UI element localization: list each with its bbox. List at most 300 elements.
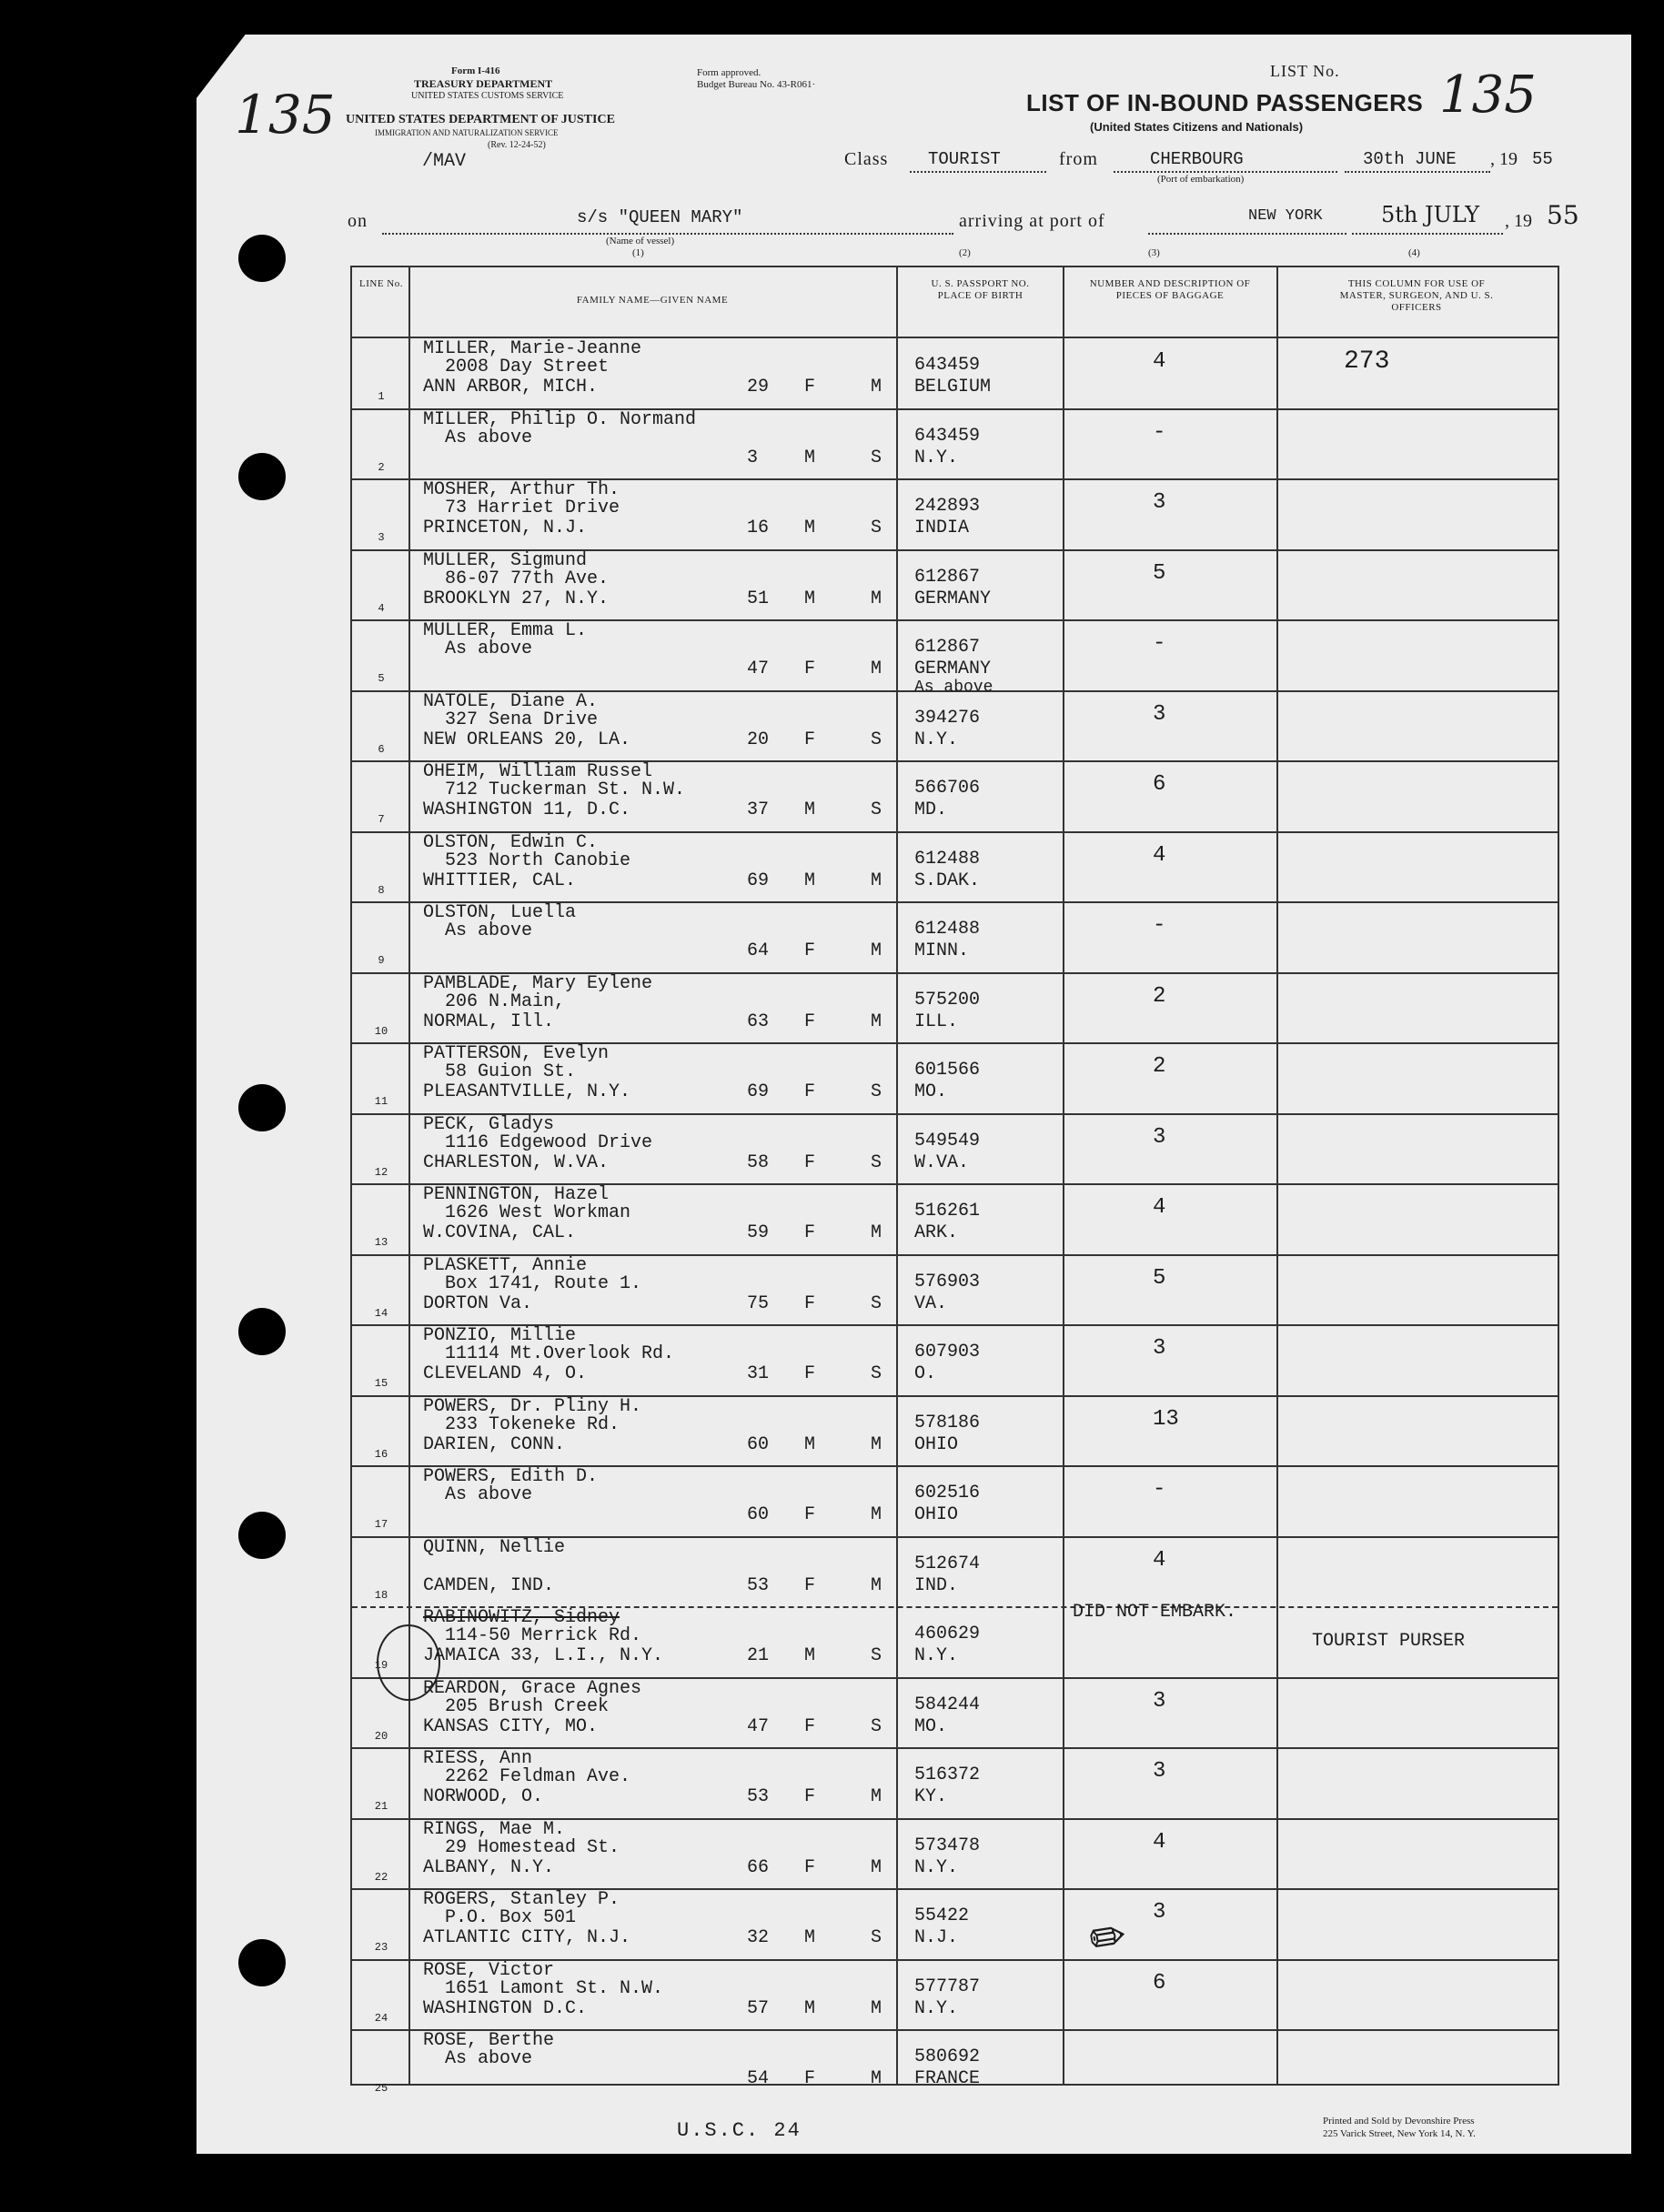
revision: (Rev. 12-24-52) xyxy=(488,140,546,150)
passport-number: 549549 xyxy=(914,1130,981,1151)
table-row xyxy=(352,1678,1558,1749)
passenger-name: PATTERSON, Evelyn xyxy=(423,1043,610,1064)
punch-hole xyxy=(238,235,286,282)
marital-status: S xyxy=(871,1151,882,1173)
line-number: 17 xyxy=(374,1518,388,1531)
line-number: 6 xyxy=(378,742,385,756)
form-code: U.S.C. 24 xyxy=(677,2119,802,2142)
sex: M xyxy=(804,588,816,609)
col1-number: (1) xyxy=(632,247,644,258)
table-row xyxy=(352,479,1558,550)
table-row xyxy=(352,620,1558,697)
list-no-label: LIST No. xyxy=(1270,62,1340,80)
printer-line-2: 225 Varick Street, New York 14, N. Y. xyxy=(1323,2128,1476,2139)
marital-status: M xyxy=(871,1786,882,1807)
line-number: 2 xyxy=(378,460,385,474)
address-line-1: 11114 Mt.Overlook Rd. xyxy=(445,1343,675,1364)
passport-number: 612488 xyxy=(914,848,981,870)
line-number: 22 xyxy=(374,1870,388,1884)
passport-number: 573478 xyxy=(914,1835,981,1856)
passenger-name: ROSE, Victor xyxy=(423,1959,555,1981)
place-of-birth-note: As above xyxy=(914,679,993,697)
passenger-name: OLSTON, Luella xyxy=(423,902,577,923)
passport-number: 612488 xyxy=(914,919,981,940)
passenger-name: NATOLE, Diane A. xyxy=(423,690,599,712)
passenger-name: REARDON, Grace Agnes xyxy=(423,1677,642,1699)
marital-status: S xyxy=(871,1363,882,1384)
table-row xyxy=(352,1537,1558,1608)
address-line-2: KANSAS CITY, MO. xyxy=(423,1715,599,1737)
col3-number: (3) xyxy=(1148,247,1160,258)
line-number: 5 xyxy=(378,672,385,685)
sex: M xyxy=(804,1645,816,1666)
address-line-2: ALBANY, N.Y. xyxy=(423,1856,555,1878)
arrival-year: 55 xyxy=(1547,200,1579,230)
passenger-name: MULLER, Sigmund xyxy=(423,549,588,571)
address-line-2: JAMAICA 33, L.I., N.Y. xyxy=(423,1645,664,1666)
passport-number: 516372 xyxy=(914,1765,981,1785)
embark-port: CHERBOURG xyxy=(1150,149,1244,169)
address-line-1: Box 1741, Route 1. xyxy=(445,1272,642,1294)
address-line-1: P.O. Box 501 xyxy=(445,1907,577,1928)
address-line-2: PLEASANTVILLE, N.Y. xyxy=(423,1081,631,1102)
baggage-count: 4 xyxy=(1153,349,1166,374)
sex: F xyxy=(804,1786,816,1807)
age: 32 xyxy=(747,1927,770,1948)
passport-number: 394276 xyxy=(914,707,981,729)
age: 31 xyxy=(747,1363,770,1384)
form-approved: Form approved. xyxy=(697,67,761,78)
address-line-2: NORWOOD, O. xyxy=(423,1786,544,1807)
place-of-birth: MO. xyxy=(914,1715,948,1737)
table-row xyxy=(352,761,1558,832)
baggage-count: 3 xyxy=(1153,1759,1166,1784)
place-of-birth: MO. xyxy=(914,1081,948,1102)
sex: M xyxy=(804,799,816,820)
sex: F xyxy=(804,729,816,750)
sex: F xyxy=(804,659,816,679)
sex: M xyxy=(804,447,816,468)
baggage-count: 3 xyxy=(1153,1900,1166,1925)
arrival-date: 5th JULY xyxy=(1381,202,1480,227)
address-line-1: 1116 Edgewood Drive xyxy=(445,1131,653,1153)
signature-scrawl: ✎ xyxy=(1074,1911,1141,1973)
place-of-birth: N.Y. xyxy=(914,1645,959,1666)
line-number: 23 xyxy=(374,1941,388,1954)
passenger-name: MILLER, Philip O. Normand xyxy=(423,408,697,430)
line-number: 10 xyxy=(374,1024,388,1038)
line-number: 7 xyxy=(378,813,385,826)
address-line-1: As above xyxy=(445,920,533,941)
place-of-birth: FRANCE xyxy=(914,2068,981,2089)
age: 16 xyxy=(747,518,770,538)
place-of-birth: OHIO xyxy=(914,1433,959,1455)
place-of-birth: W.VA. xyxy=(914,1151,970,1173)
passenger-name: RINGS, Mae M. xyxy=(423,1818,566,1840)
vessel-name: s/s "QUEEN MARY" xyxy=(577,207,743,227)
passport-number: 584244 xyxy=(914,1694,981,1715)
budget-bureau: Budget Bureau No. 43-R061· xyxy=(697,79,816,90)
arrival-year-prefix: , 19 xyxy=(1505,211,1532,231)
baggage-count: 3 xyxy=(1153,490,1166,515)
age: 75 xyxy=(747,1292,770,1314)
passenger-name: PONZIO, Millie xyxy=(423,1325,577,1346)
place-of-birth: GERMANY xyxy=(914,659,992,679)
place-of-birth: IND. xyxy=(914,1574,959,1596)
address-line-1: 233 Tokeneke Rd. xyxy=(445,1413,620,1435)
sex: F xyxy=(804,1081,816,1102)
table-row xyxy=(352,1043,1558,1114)
age: 57 xyxy=(747,1997,770,2019)
address-line-2: WHITTIER, CAL. xyxy=(423,870,577,891)
address-line-1: 2262 Feldman Ave. xyxy=(445,1766,631,1787)
sex: F xyxy=(804,377,816,397)
age: 47 xyxy=(747,1715,770,1737)
line-number: 8 xyxy=(378,883,385,897)
age: 63 xyxy=(747,1010,770,1032)
age: 47 xyxy=(747,659,770,679)
age: 66 xyxy=(747,1856,770,1878)
sex: F xyxy=(804,940,816,961)
address-line-1: 1626 West Workman xyxy=(445,1202,631,1223)
address-line-1: 523 North Canobie xyxy=(445,850,631,871)
marital-status: M xyxy=(871,1433,882,1455)
passport-number: 55422 xyxy=(914,1905,970,1926)
sex: M xyxy=(804,1997,816,2019)
vessel-caption: (Name of vessel) xyxy=(606,236,675,246)
sex: F xyxy=(804,1010,816,1032)
place-of-birth: N.J. xyxy=(914,1927,959,1948)
punch-hole xyxy=(238,1084,286,1131)
sex: M xyxy=(804,518,816,538)
place-of-birth: ILL. xyxy=(914,1010,959,1032)
baggage-count: 5 xyxy=(1153,560,1166,586)
address-line-1: 29 Homestead St. xyxy=(445,1836,620,1858)
age: 37 xyxy=(747,799,770,820)
age: 3 xyxy=(747,447,759,468)
table-row xyxy=(352,1889,1558,1960)
age: 29 xyxy=(747,377,770,397)
address-line-1: As above xyxy=(445,2048,533,2069)
line-number: 1 xyxy=(378,390,385,403)
marital-status: S xyxy=(871,729,882,750)
marital-status: S xyxy=(871,799,882,820)
list-no-value: 135 xyxy=(1439,65,1537,125)
place-of-birth: VA. xyxy=(914,1292,948,1314)
baggage-count: - xyxy=(1153,631,1166,656)
line-number: 21 xyxy=(374,1800,388,1813)
passport-number: 612867 xyxy=(914,637,981,658)
table-row xyxy=(352,1819,1558,1890)
document-subtitle: (United States Citizens and Nationals) xyxy=(1090,120,1304,134)
address-line-1: 206 N.Main, xyxy=(445,990,566,1012)
passport-number: 566706 xyxy=(914,778,981,799)
passport-number: 516261 xyxy=(914,1201,981,1222)
place-of-birth: GERMANY xyxy=(914,588,992,609)
corner-number: 135 xyxy=(235,84,336,146)
table-row xyxy=(352,1466,1558,1537)
treasury-dept: TREASURY DEPARTMENT xyxy=(414,77,553,90)
marital-status: M xyxy=(871,1574,882,1596)
passenger-name: OLSTON, Edwin C. xyxy=(423,831,599,853)
sex: F xyxy=(804,2068,816,2089)
place-of-birth: MINN. xyxy=(914,940,970,961)
printer-line-1: Printed and Sold by Devonshire Press xyxy=(1323,2116,1475,2127)
passenger-name: ROGERS, Stanley P. xyxy=(423,1889,620,1910)
marital-status: M xyxy=(871,1504,882,1525)
passport-number: 512674 xyxy=(914,1553,981,1574)
on-label: on xyxy=(348,211,368,231)
address-line-1: As above xyxy=(445,1484,533,1505)
age: 64 xyxy=(747,940,770,961)
passenger-name: RABINOWITZ, Sidney xyxy=(423,1607,620,1628)
arriving-label: arriving at port of xyxy=(959,211,1105,231)
passport-number: 580692 xyxy=(914,2046,981,2067)
table-row xyxy=(352,1325,1558,1396)
passport-number: 602516 xyxy=(914,1483,981,1503)
baggage-count: 13 xyxy=(1153,1406,1179,1432)
table-row xyxy=(352,1184,1558,1255)
age: 20 xyxy=(747,729,770,750)
passenger-name: QUINN, Nellie xyxy=(423,1536,566,1558)
passport-number: 576903 xyxy=(914,1271,981,1292)
departure-year-prefix: , 19 xyxy=(1490,149,1518,169)
marital-status: S xyxy=(871,1927,882,1948)
place-of-birth: S.DAK. xyxy=(914,870,981,891)
age: 69 xyxy=(747,870,770,891)
address-line-1: 114-50 Merrick Rd. xyxy=(445,1625,642,1646)
col-head-line: LINE No. xyxy=(359,278,403,289)
marital-status: M xyxy=(871,588,882,609)
passport-number: 601566 xyxy=(914,1060,981,1081)
passport-number: 612867 xyxy=(914,566,981,588)
officer-note: 273 xyxy=(1344,347,1390,376)
baggage-count: 6 xyxy=(1153,772,1166,797)
form-number: Form I-416 xyxy=(451,65,500,76)
address-line-2: ATLANTIC CITY, N.J. xyxy=(423,1927,631,1948)
place-of-birth: N.Y. xyxy=(914,1856,959,1878)
table-row xyxy=(352,1602,1558,1678)
passenger-name: MOSHER, Arthur Th. xyxy=(423,479,620,500)
place-of-birth: INDIA xyxy=(914,518,970,538)
table-row xyxy=(352,1748,1558,1819)
baggage-count: 6 xyxy=(1153,1970,1166,1996)
line-number: 18 xyxy=(374,1588,388,1602)
line-number: 16 xyxy=(374,1447,388,1461)
arrival-port: NEW YORK xyxy=(1248,207,1323,225)
place-of-birth: BELGIUM xyxy=(914,377,992,397)
punch-hole xyxy=(238,1308,286,1355)
passenger-table xyxy=(350,266,1559,2095)
passport-number: 575200 xyxy=(914,989,981,1010)
age: 51 xyxy=(747,588,770,609)
baggage-count: 4 xyxy=(1153,842,1166,868)
table-row xyxy=(352,1960,1558,2031)
baggage-count: DID NOT EMBARK. xyxy=(1073,1602,1237,1623)
punch-hole xyxy=(238,1512,286,1559)
passport-number: 643459 xyxy=(914,355,981,376)
punch-hole xyxy=(238,1939,286,1986)
passenger-name: RIESS, Ann xyxy=(423,1748,533,1769)
baggage-count: 4 xyxy=(1153,1547,1166,1573)
marital-status: S xyxy=(871,518,882,538)
marital-status: M xyxy=(871,377,882,397)
place-of-birth: N.Y. xyxy=(914,1997,959,2019)
passenger-name: POWERS, Edith D. xyxy=(423,1466,599,1487)
marital-status: M xyxy=(871,1010,882,1032)
line-number: 25 xyxy=(374,2082,388,2095)
address-line-2: WASHINGTON D.C. xyxy=(423,1997,588,2019)
marital-status: M xyxy=(871,1997,882,2019)
marital-status: M xyxy=(871,659,882,679)
address-line-2: ANN ARBOR, MICH. xyxy=(423,377,599,397)
sex: F xyxy=(804,1715,816,1737)
mav-code: /MAV xyxy=(422,151,467,172)
embark-port-caption: (Port of embarkation) xyxy=(1157,174,1245,185)
sex: F xyxy=(804,1363,816,1384)
address-line-2: NORMAL, Ill. xyxy=(423,1010,555,1032)
marital-status: M xyxy=(871,1222,882,1243)
address-line-2: BROOKLYN 27, N.Y. xyxy=(423,588,610,609)
baggage-count: 3 xyxy=(1153,701,1166,727)
line-number: 12 xyxy=(374,1165,388,1179)
sex: M xyxy=(804,1927,816,1948)
line-number: 9 xyxy=(378,954,385,967)
passenger-name: MULLER, Emma L. xyxy=(423,620,588,641)
table-row xyxy=(352,973,1558,1044)
address-line-1: 712 Tuckerman St. N.W. xyxy=(445,779,686,800)
age: 53 xyxy=(747,1786,770,1807)
circle-mark xyxy=(377,1624,440,1701)
passport-number: 242893 xyxy=(914,496,981,517)
baggage-count: 3 xyxy=(1153,1124,1166,1150)
baggage-count: 3 xyxy=(1153,1688,1166,1714)
document-title: LIST OF IN-BOUND PASSENGERS xyxy=(1026,89,1424,116)
table-row xyxy=(352,550,1558,621)
officer-note: TOURIST PURSER xyxy=(1312,1631,1466,1652)
justice-dept: UNITED STATES DEPARTMENT OF JUSTICE xyxy=(346,113,615,126)
address-line-2: PRINCETON, N.J. xyxy=(423,518,588,538)
table-row xyxy=(352,832,1558,903)
col2-number: (2) xyxy=(959,247,971,258)
table-row xyxy=(352,1114,1558,1185)
place-of-birth: OHIO xyxy=(914,1504,959,1525)
sex: F xyxy=(804,1292,816,1314)
col-head-name: FAMILY NAME—GIVEN NAME xyxy=(576,295,729,306)
sex: F xyxy=(804,1222,816,1243)
sex: M xyxy=(804,870,816,891)
departure-date: 30th JUNE xyxy=(1363,149,1457,169)
passport-number: 460629 xyxy=(914,1624,981,1644)
baggage-count: 2 xyxy=(1153,983,1166,1009)
address-line-1: 1651 Lamont St. N.W. xyxy=(445,1977,664,1999)
line-number: 14 xyxy=(374,1306,388,1320)
table-row xyxy=(352,691,1558,762)
marital-status: S xyxy=(871,1292,882,1314)
marital-status: S xyxy=(871,1715,882,1737)
marital-status: S xyxy=(871,447,882,468)
passenger-name: PAMBLADE, Mary Eylene xyxy=(423,972,653,994)
sex: F xyxy=(804,1504,816,1525)
age: 53 xyxy=(747,1574,770,1596)
ins-service: IMMIGRATION AND NATURALIZATION SERVICE xyxy=(375,128,559,137)
marital-status: M xyxy=(871,940,882,961)
marital-status: S xyxy=(871,1645,882,1666)
passenger-name: ROSE, Berthe xyxy=(423,2030,555,2051)
marital-status: M xyxy=(871,870,882,891)
sex: F xyxy=(804,1856,816,1878)
table-row xyxy=(352,1255,1558,1326)
place-of-birth: KY. xyxy=(914,1786,948,1807)
line-number: 4 xyxy=(378,601,385,615)
col4-number: (4) xyxy=(1408,247,1420,258)
punch-hole xyxy=(238,453,286,500)
line-number: 13 xyxy=(374,1236,388,1249)
marital-status: S xyxy=(871,1081,882,1102)
col-head-passport: U. S. PASSPORT NO. PLACE OF BIRTH xyxy=(931,278,1030,301)
table-row xyxy=(352,338,1558,409)
baggage-count: - xyxy=(1153,1477,1166,1502)
marital-status: M xyxy=(871,2068,882,2089)
age: 59 xyxy=(747,1222,770,1243)
address-line-1: 73 Harriet Drive xyxy=(445,498,620,518)
age: 69 xyxy=(747,1081,770,1102)
passport-number: 643459 xyxy=(914,425,981,447)
baggage-count: 4 xyxy=(1153,1829,1166,1855)
from-label: from xyxy=(1059,149,1098,169)
sex: F xyxy=(804,1151,816,1173)
address-line-2: WASHINGTON 11, D.C. xyxy=(423,799,631,820)
address-line-2: CLEVELAND 4, O. xyxy=(423,1363,588,1384)
address-line-2: CAMDEN, IND. xyxy=(423,1574,555,1596)
place-of-birth: N.Y. xyxy=(914,729,959,750)
table-row xyxy=(352,902,1558,973)
passenger-name: MILLER, Marie-Jeanne xyxy=(423,338,642,359)
address-line-1: 327 Sena Drive xyxy=(445,709,599,730)
col-head-officers: THIS COLUMN FOR USE OF MASTER, SURGEON, AND U. S. OFFICERS xyxy=(1339,278,1494,313)
address-line-1: 2008 Day Street xyxy=(445,357,610,377)
address-line-1: 86-07 77th Ave. xyxy=(445,568,610,589)
age: 21 xyxy=(747,1645,770,1666)
age: 60 xyxy=(747,1504,770,1525)
line-number: 19 xyxy=(374,1659,388,1672)
place-of-birth: MD. xyxy=(914,799,948,820)
table-row xyxy=(352,1396,1558,1467)
baggage-count: 3 xyxy=(1153,1336,1166,1361)
line-number: 11 xyxy=(374,1095,388,1108)
table-row xyxy=(352,409,1558,480)
customs-service: UNITED STATES CUSTOMS SERVICE xyxy=(411,91,564,101)
place-of-birth: N.Y. xyxy=(914,447,959,468)
age: 58 xyxy=(747,1151,770,1173)
sex: F xyxy=(804,1574,816,1596)
line-number: 24 xyxy=(374,2011,388,2025)
class-value: TOURIST xyxy=(928,149,1001,169)
line-number: 3 xyxy=(378,531,385,544)
passenger-name: PLASKETT, Annie xyxy=(423,1254,588,1276)
passenger-name: POWERS, Dr. Pliny H. xyxy=(423,1395,642,1417)
table-row xyxy=(352,2030,1558,2101)
address-line-1: 58 Guion St. xyxy=(445,1061,577,1082)
address-line-1: As above xyxy=(445,638,533,659)
line-number: 20 xyxy=(374,1729,388,1743)
address-line-2: DORTON Va. xyxy=(423,1292,533,1314)
address-line-1: 205 Brush Creek xyxy=(445,1695,610,1717)
sex: M xyxy=(804,1433,816,1455)
line-number: 15 xyxy=(374,1377,388,1390)
passport-number: 578186 xyxy=(914,1412,981,1433)
class-label: Class xyxy=(844,149,889,169)
